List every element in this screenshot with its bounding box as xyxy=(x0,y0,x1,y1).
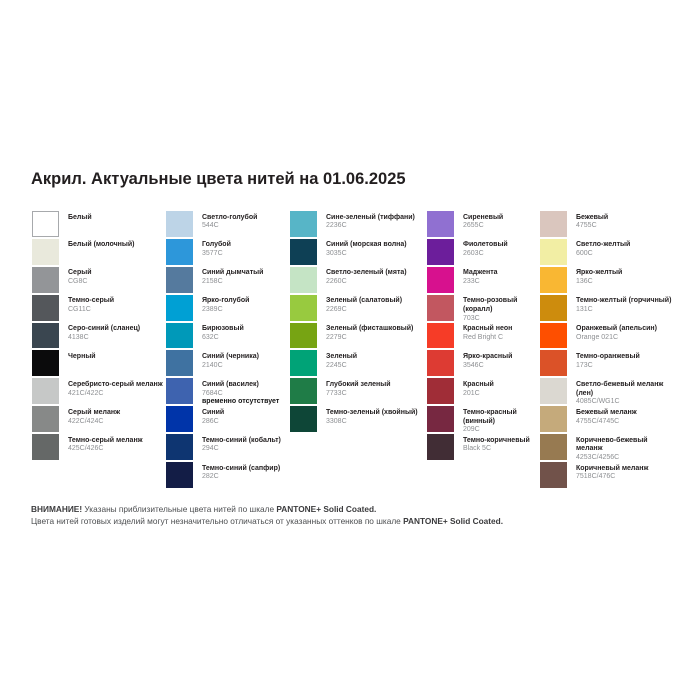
attention-label: ВНИМАНИЕ! xyxy=(31,504,83,514)
color-row xyxy=(166,406,290,432)
color-info xyxy=(576,378,672,404)
color-info xyxy=(202,378,290,404)
color-code: 136C xyxy=(576,278,593,286)
color-info xyxy=(326,323,427,349)
color-row xyxy=(290,267,427,293)
color-info xyxy=(576,462,672,488)
color-row xyxy=(540,211,672,237)
color-info xyxy=(202,267,290,293)
footer-disclaimer xyxy=(31,503,686,528)
color-row xyxy=(32,323,166,349)
color-swatch xyxy=(540,323,567,349)
color-swatch xyxy=(427,323,454,349)
color-info xyxy=(202,323,290,349)
color-swatch xyxy=(427,267,454,293)
swatch-column-4 xyxy=(427,211,540,490)
color-swatch xyxy=(290,323,317,349)
color-info xyxy=(463,267,540,293)
color-name: Маджента xyxy=(463,269,498,277)
color-row xyxy=(427,267,540,293)
color-row xyxy=(166,239,290,265)
color-code: 544C xyxy=(202,222,219,230)
color-code: Red Bright C xyxy=(463,333,504,341)
color-info xyxy=(202,462,290,488)
color-swatch xyxy=(540,295,567,321)
color-info xyxy=(576,434,672,460)
color-info xyxy=(326,211,427,237)
color-name: Синий (василек) xyxy=(202,380,259,388)
color-info xyxy=(68,350,166,376)
color-availability-note: временно отсутствует xyxy=(202,398,280,406)
color-info xyxy=(68,267,166,293)
color-row xyxy=(427,211,540,237)
color-code: 282C xyxy=(202,473,219,481)
color-name: Темно-серый меланж xyxy=(68,436,143,444)
color-name: Серый xyxy=(68,269,92,277)
color-name: Ярко-голубой xyxy=(202,297,250,305)
color-name: Светло-бежевый меланж (лен) xyxy=(576,380,664,397)
color-swatch xyxy=(290,378,317,404)
color-swatch xyxy=(540,434,567,460)
disclaimer-line-2: Цвета нитей готовых изделий могут незначительно отличаться от указанных оттенков по шкале PANTONE+ Solid Coated. xyxy=(31,516,504,527)
color-swatch xyxy=(32,378,59,404)
color-swatch xyxy=(166,295,193,321)
color-swatch xyxy=(427,378,454,404)
color-name: Зеленый (фисташковый) xyxy=(326,325,414,333)
color-info xyxy=(463,350,540,376)
color-code: 2603C xyxy=(463,250,484,258)
color-code: 209C xyxy=(463,426,480,434)
color-name: Темно-синий (кобальт) xyxy=(202,436,281,444)
color-code: 7684C xyxy=(202,389,223,397)
color-name: Темно-желтый (горчичный) xyxy=(576,297,672,305)
color-row xyxy=(32,406,166,432)
color-name: Белый (молочный) xyxy=(68,241,135,249)
color-name: Синий (черника) xyxy=(202,352,259,360)
color-row xyxy=(540,267,672,293)
color-row xyxy=(32,295,166,321)
color-row xyxy=(166,378,290,404)
color-code: 2269C xyxy=(326,305,347,313)
color-info xyxy=(326,295,427,321)
color-info xyxy=(202,239,290,265)
color-code: 2158C xyxy=(202,278,223,286)
color-name: Зеленый xyxy=(326,352,358,360)
color-row xyxy=(32,434,166,460)
color-row xyxy=(32,239,166,265)
color-info xyxy=(576,295,672,321)
color-row xyxy=(540,350,672,376)
color-name: Бирюзовый xyxy=(202,325,244,333)
color-swatch xyxy=(32,323,59,349)
color-name: Синий (морская волна) xyxy=(326,241,407,249)
color-swatch xyxy=(427,239,454,265)
color-swatch xyxy=(166,434,193,460)
color-code: 4755C/4745C xyxy=(576,417,620,425)
color-code: 2236C xyxy=(326,222,347,230)
color-code: 7518C/476C xyxy=(576,473,616,481)
color-info xyxy=(202,295,290,321)
color-swatch xyxy=(540,462,567,488)
color-info xyxy=(463,378,540,404)
swatch-column-5 xyxy=(540,211,672,490)
color-code: CG8C xyxy=(68,278,88,286)
color-swatch xyxy=(540,211,567,237)
color-row xyxy=(166,462,290,488)
color-name: Темно-красный (винный) xyxy=(463,408,517,425)
color-swatch xyxy=(290,239,317,265)
color-row xyxy=(290,323,427,349)
color-code: 3577C xyxy=(202,250,223,258)
color-info xyxy=(463,323,540,349)
color-name: Светло-зеленый (мята) xyxy=(326,269,407,277)
color-name: Красный xyxy=(463,380,494,388)
color-info xyxy=(576,211,672,237)
color-info xyxy=(68,434,166,460)
color-row xyxy=(166,267,290,293)
color-swatch xyxy=(32,211,59,237)
color-row xyxy=(290,295,427,321)
color-info xyxy=(463,295,540,321)
color-name: Серый меланж xyxy=(68,408,121,416)
color-code: 421C/422C xyxy=(68,389,104,397)
color-swatch xyxy=(32,239,59,265)
color-code: 4253C/4256C xyxy=(576,454,620,462)
color-code: 425C/426C xyxy=(68,445,104,453)
color-info xyxy=(576,350,672,376)
swatch-column-1 xyxy=(32,211,166,490)
color-code: 294C xyxy=(202,445,219,453)
color-name: Темно-зеленый (хвойный) xyxy=(326,408,418,416)
color-info xyxy=(576,323,672,349)
color-swatch xyxy=(32,267,59,293)
color-row xyxy=(32,267,166,293)
color-info xyxy=(202,406,290,432)
color-swatch xyxy=(540,350,567,376)
color-name: Коричнево-бежевый меланж xyxy=(576,436,648,453)
color-row xyxy=(166,211,290,237)
color-code: 286C xyxy=(202,417,219,425)
color-row xyxy=(32,378,166,404)
color-name: Светло-желтый xyxy=(576,241,631,249)
color-info xyxy=(326,378,427,404)
color-swatch xyxy=(166,211,193,237)
color-name: Глубокий зеленый xyxy=(326,380,391,388)
color-code: 4138C xyxy=(68,333,89,341)
color-code: 7733C xyxy=(326,389,347,397)
color-name: Бежевый xyxy=(576,213,609,221)
color-swatch xyxy=(166,267,193,293)
color-name: Бежевый меланж xyxy=(576,408,637,416)
color-name: Черный xyxy=(68,352,96,360)
color-name: Зеленый (салатовый) xyxy=(326,297,403,305)
color-swatch xyxy=(290,295,317,321)
color-row xyxy=(290,239,427,265)
swatch-column-3 xyxy=(290,211,427,490)
color-row xyxy=(166,295,290,321)
color-name: Светло-голубой xyxy=(202,213,258,221)
color-code: 3035C xyxy=(326,250,347,258)
color-row xyxy=(290,406,427,432)
color-row xyxy=(427,434,540,460)
color-info xyxy=(326,239,427,265)
color-row xyxy=(290,211,427,237)
color-code: 131C xyxy=(576,305,593,313)
color-info xyxy=(202,211,290,237)
color-name: Темно-синий (сапфир) xyxy=(202,464,281,472)
color-swatch xyxy=(290,350,317,376)
color-info xyxy=(326,350,427,376)
color-info xyxy=(68,239,166,265)
color-name: Серебристо-серый меланж xyxy=(68,380,163,388)
color-code: 632C xyxy=(202,333,219,341)
color-name: Синий xyxy=(202,408,225,416)
color-swatch xyxy=(166,462,193,488)
color-info xyxy=(68,378,166,404)
color-code: 2389C xyxy=(202,305,223,313)
page-title: Акрил. Актуальные цвета нитей на 01.06.2025 xyxy=(31,170,406,188)
color-row xyxy=(540,462,672,488)
color-name: Ярко-красный xyxy=(463,352,513,360)
color-code: 201C xyxy=(463,389,480,397)
color-info xyxy=(202,350,290,376)
color-info xyxy=(463,239,540,265)
color-row xyxy=(166,434,290,460)
color-name: Темно-розовый (коралл) xyxy=(463,297,518,313)
color-name: Темно-серый xyxy=(68,297,115,305)
color-swatch xyxy=(32,406,59,432)
color-swatch xyxy=(540,239,567,265)
color-swatch xyxy=(290,406,317,432)
color-swatch xyxy=(540,406,567,432)
color-row xyxy=(540,378,672,404)
color-code: 2260C xyxy=(326,278,347,286)
color-row xyxy=(32,350,166,376)
color-row xyxy=(540,434,672,460)
color-row xyxy=(427,295,540,321)
color-code: 4755C xyxy=(576,222,597,230)
color-code: 2655C xyxy=(463,222,484,230)
color-name: Оранжевый (апельсин) xyxy=(576,325,657,333)
color-row xyxy=(427,406,540,432)
color-swatch xyxy=(427,211,454,237)
color-row xyxy=(427,239,540,265)
color-code: 173C xyxy=(576,361,593,369)
color-swatch xyxy=(32,350,59,376)
color-info xyxy=(463,434,540,460)
disclaimer-line-1: ВНИМАНИЕ! Указаны приблизительные цвета нитей по шкале PANTONE+ Solid Coated. xyxy=(31,504,377,514)
color-info xyxy=(68,406,166,432)
color-code: 422C/424C xyxy=(68,417,104,425)
color-code: 4085C/WG1C xyxy=(576,398,620,406)
color-info xyxy=(68,295,166,321)
color-info xyxy=(576,267,672,293)
color-swatch xyxy=(427,295,454,321)
color-swatch xyxy=(32,295,59,321)
color-row xyxy=(166,323,290,349)
color-swatch xyxy=(166,239,193,265)
color-row xyxy=(427,350,540,376)
color-swatch xyxy=(32,434,59,460)
color-code: CG11C xyxy=(68,305,91,313)
color-name: Ярко-желтый xyxy=(576,269,623,277)
color-swatch xyxy=(540,378,567,404)
color-swatch xyxy=(166,323,193,349)
color-code: Black 5C xyxy=(463,445,492,453)
color-name: Синий дымчатый xyxy=(202,269,264,277)
color-row xyxy=(166,350,290,376)
color-code: 3546C xyxy=(463,361,484,369)
color-code: 2140C xyxy=(202,361,223,369)
color-row xyxy=(540,239,672,265)
color-code: 600C xyxy=(576,250,593,258)
color-swatch-grid xyxy=(32,211,672,490)
color-name: Сиреневый xyxy=(463,213,504,221)
color-swatch xyxy=(290,211,317,237)
color-name: Коричневый меланж xyxy=(576,464,649,472)
color-swatch xyxy=(290,267,317,293)
color-code: 2245C xyxy=(326,361,347,369)
color-row xyxy=(540,295,672,321)
color-row xyxy=(540,406,672,432)
color-code: 233C xyxy=(463,278,480,286)
color-info xyxy=(202,434,290,460)
color-name: Красный неон xyxy=(463,325,513,333)
color-info xyxy=(576,239,672,265)
color-info xyxy=(463,406,540,432)
color-name: Голубой xyxy=(202,241,231,249)
color-info xyxy=(68,323,166,349)
color-info xyxy=(576,406,672,432)
color-row xyxy=(540,323,672,349)
color-name: Фиолетовый xyxy=(463,241,508,249)
color-row xyxy=(290,350,427,376)
color-swatch xyxy=(166,406,193,432)
color-code: Orange 021C xyxy=(576,333,619,341)
color-row xyxy=(290,378,427,404)
color-swatch xyxy=(166,378,193,404)
color-code: 2279C xyxy=(326,333,347,341)
color-swatch xyxy=(427,406,454,432)
color-code: 3308C xyxy=(326,417,347,425)
color-swatch xyxy=(427,350,454,376)
color-swatch xyxy=(427,434,454,460)
color-swatch xyxy=(166,350,193,376)
color-name: Темно-оранжевый xyxy=(576,352,640,360)
color-name: Серо-синий (сланец) xyxy=(68,325,141,333)
color-row xyxy=(427,323,540,349)
color-name: Темно-коричневый xyxy=(463,436,530,444)
color-code: 703C xyxy=(463,314,480,322)
color-info xyxy=(326,267,427,293)
swatch-column-2 xyxy=(166,211,290,490)
color-row xyxy=(427,378,540,404)
color-swatch xyxy=(540,267,567,293)
color-name: Сине-зеленый (тиффани) xyxy=(326,213,415,221)
color-info xyxy=(463,211,540,237)
color-name: Белый xyxy=(68,213,92,221)
color-info xyxy=(326,406,427,432)
color-info xyxy=(68,211,166,237)
color-row xyxy=(32,211,166,237)
